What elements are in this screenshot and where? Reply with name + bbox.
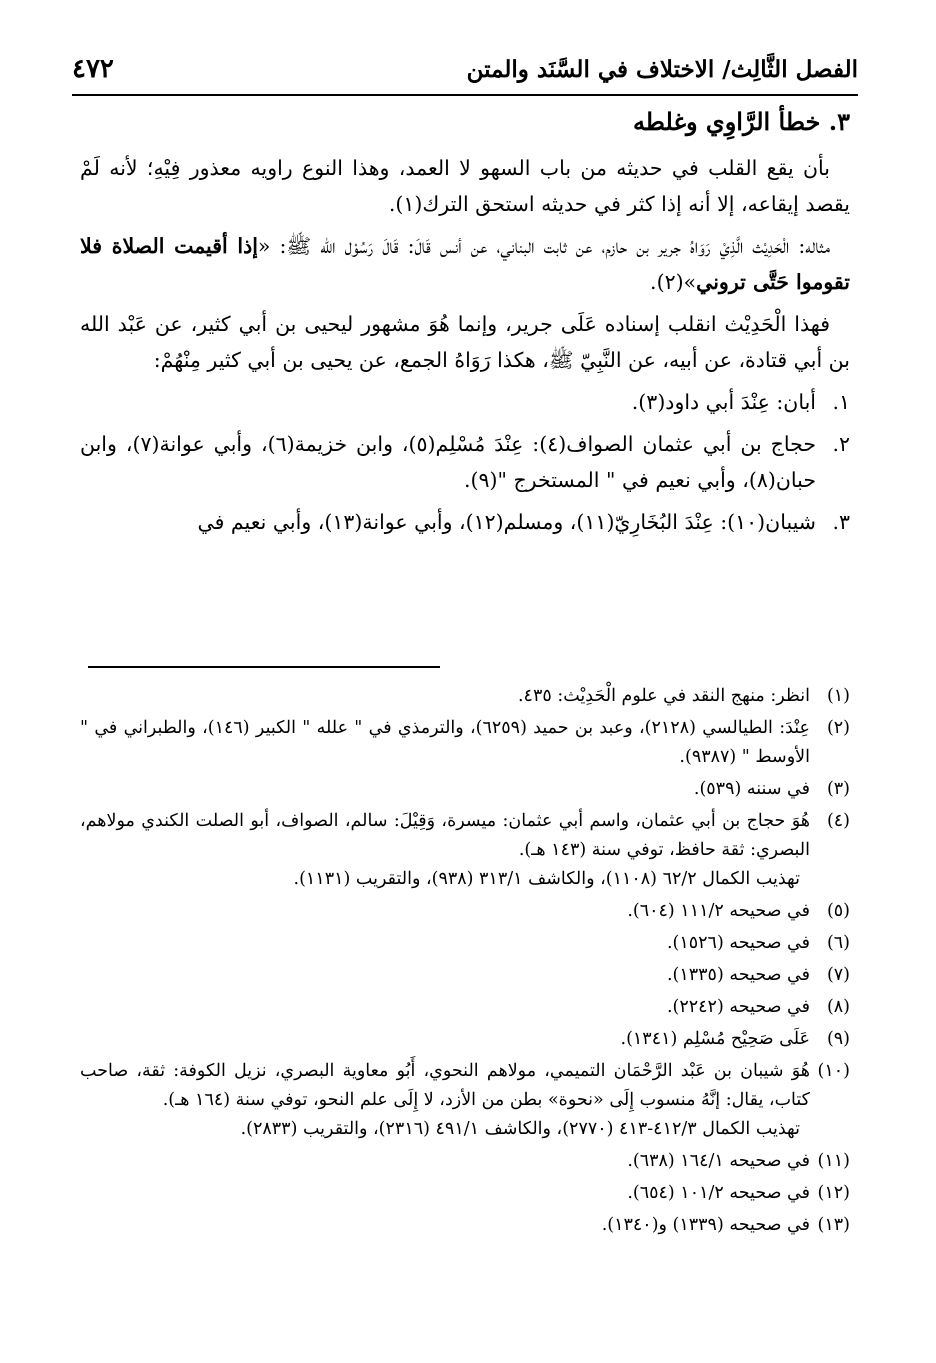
- footnote: [80, 961, 850, 990]
- footnote-reference: تهذيب الكمال ٦٢/٢ (١١٠٨)، والكاشف ٣١٣/١ (٩٣٨)، والتقريب (١١٣١).: [293, 869, 800, 889]
- footnote: [80, 993, 850, 1022]
- footnote: [80, 682, 850, 711]
- footnote-text: في صحيحه (٢٢٤٢).: [666, 997, 810, 1017]
- footnote-number: (٩): [826, 1029, 850, 1049]
- section-title: ٣. خطأ الرَّاوِي وغلطه: [632, 107, 850, 136]
- footnote-number: (١): [826, 686, 850, 706]
- quote-end: »(٢).: [650, 270, 697, 294]
- footnote-text: هُوَ شيبان بن عَبْد الرَّحْمَان التميمي، مولاهم النحوي، أَبُو معاوية البصري، نزيل الكوفة: ثقة، صاحب كتاب، يقال: إنَّهُ منسوب إِلَى «نحوة» بطن من الأزد، لا إِلَى علم النحو، توفي سنة (١٦٤ هـ).: [80, 1061, 810, 1110]
- footnote-text: في صحيحه (١٣٣٩) و(١٣٤٠).: [601, 1215, 810, 1235]
- list-number: ٢.: [832, 432, 850, 456]
- footnote: [80, 1057, 850, 1144]
- footnote: [80, 897, 850, 926]
- footnote-text: هُوَ حجاج بن أبي عثمان، واسم أبي عثمان: ميسرة، وَقِيْلَ: سالم، الصواف، أبو الصلت الكندي مولاهم، البصري: ثقة حافظ، توفي سنة (١٤٣ هـ).: [80, 811, 810, 860]
- footnote-text: انظر: منهج النقد في علوم الْحَدِيْث: ٤٣٥.: [517, 686, 810, 706]
- list-text: أبان: عِنْدَ أبي داود(٣).: [631, 390, 816, 414]
- footnote-separator: [88, 666, 440, 668]
- footnote: [80, 807, 850, 894]
- footnote-text: عِنْدَ: الطيالسي (٢١٢٨)، وعبد بن حميد (٦٢٥٩)، والترمذي في " علله " الكبير (١٤٦)، والطبراني في " الأوسط " (٩٣٨٧).: [80, 718, 811, 767]
- footnote-number: (١٠): [817, 1061, 850, 1081]
- list-text: شيبان(١٠): عِنْدَ البُخَارِيّ(١١)، ومسلم(١٢)، وأبي عوانة(١٣)، وأبي نعيم في: [197, 510, 816, 534]
- footnote: [80, 714, 850, 772]
- footnote: [80, 1179, 850, 1208]
- narrators-list: [80, 384, 850, 540]
- example-intro: مثاله: الْحَدِيْث الَّذِيْ رَوَاهُ جرير بن حازم، عن ثابت البناني، عن أنس قَالَ: قَالَ رَسُوْل الله ﷺ: «: [257, 234, 830, 258]
- footnote: [80, 775, 850, 804]
- footnote-number: (٤): [826, 811, 850, 831]
- list-item: [80, 384, 850, 420]
- footnote-number: (١٢): [817, 1183, 850, 1203]
- footnote-number: (١١): [817, 1151, 850, 1171]
- footnote-text: في سننه (٥٣٩).: [693, 779, 810, 799]
- list-item: [80, 504, 850, 540]
- paragraph-definition: بأن يقع القلب في حديثه من باب السهو لا العمد، وهذا النوع راويه معذور فِيْهِ؛ لأنه لَمْ يقصد إيقاعه، إلا أنه إذا كثر في حديثه استحق الترك(١).: [80, 156, 850, 216]
- paragraph-example: [80, 228, 850, 300]
- footnote-number: (٦): [826, 933, 850, 953]
- paragraph-explanation: فهذا الْحَدِيْث انقلب إسناده عَلَى جرير، وإنما هُوَ مشهور ليحيى بن أبي كثير، عن عَبْد الله بن أبي قتادة، عن أبيه، عن النَّبِيّ ﷺ، هكذا رَوَاهُ الجمع، عن يحيى بن أبي كثير مِنْهُمْ:: [80, 312, 850, 372]
- list-number: ١.: [832, 390, 850, 414]
- hadith-quote: إذا أقيمت الصلاة فلا تقوموا حَتَّى تروني: [80, 234, 850, 294]
- footnote-text: في صحيحه ١٠١/٢ (٦٥٤).: [627, 1183, 810, 1203]
- chapter-title: الفصل الثَّالِث/ الاختلاف في السَّنَد والمتن: [466, 56, 858, 83]
- footnote-text: عَلَى صَحِيْح مُسْلِم (١٣٤١).: [620, 1029, 810, 1049]
- page-header: [72, 52, 858, 96]
- footnote-text: في صحيحه ١٦٤/١ (٦٣٨).: [627, 1151, 810, 1171]
- footnote-number: (١٣): [817, 1215, 850, 1235]
- footnote-number: (٢): [826, 718, 850, 738]
- list-text: حجاج بن أبي عثمان الصواف(٤): عِنْدَ مُسْلِم(٥)، وابن خزيمة(٦)، وأبي عوانة(٧)، وابن حبان(٨)، وأبي نعيم في " المستخرج "(٩).: [80, 432, 816, 492]
- footnote-text: في صحيحه (١٥٢٦).: [666, 933, 810, 953]
- footnote: [80, 1147, 850, 1176]
- list-number: ٣.: [832, 510, 850, 534]
- page-number: ٤٧٢: [72, 54, 114, 84]
- footnotes: [80, 682, 850, 1243]
- list-item: [80, 426, 850, 498]
- footnote: [80, 929, 850, 958]
- footnote: [80, 1211, 850, 1240]
- footnote-reference: تهذيب الكمال ٤١٢/٣-٤١٣ (٢٧٧٠)، والكاشف ٤٩١/١ (٢٣١٦)، والتقريب (٢٨٣٣).: [240, 1119, 800, 1139]
- footnote-number: (٧): [826, 965, 850, 985]
- footnote-number: (٥): [826, 901, 850, 921]
- footnote-number: (٨): [826, 997, 850, 1017]
- footnote-text: في صحيحه ١١١/٢ (٦٠٤).: [627, 901, 810, 921]
- footnote-number: (٣): [826, 779, 850, 799]
- main-text: [80, 104, 850, 546]
- footnote: [80, 1025, 850, 1054]
- footnote-text: في صحيحه (١٣٣٥).: [666, 965, 810, 985]
